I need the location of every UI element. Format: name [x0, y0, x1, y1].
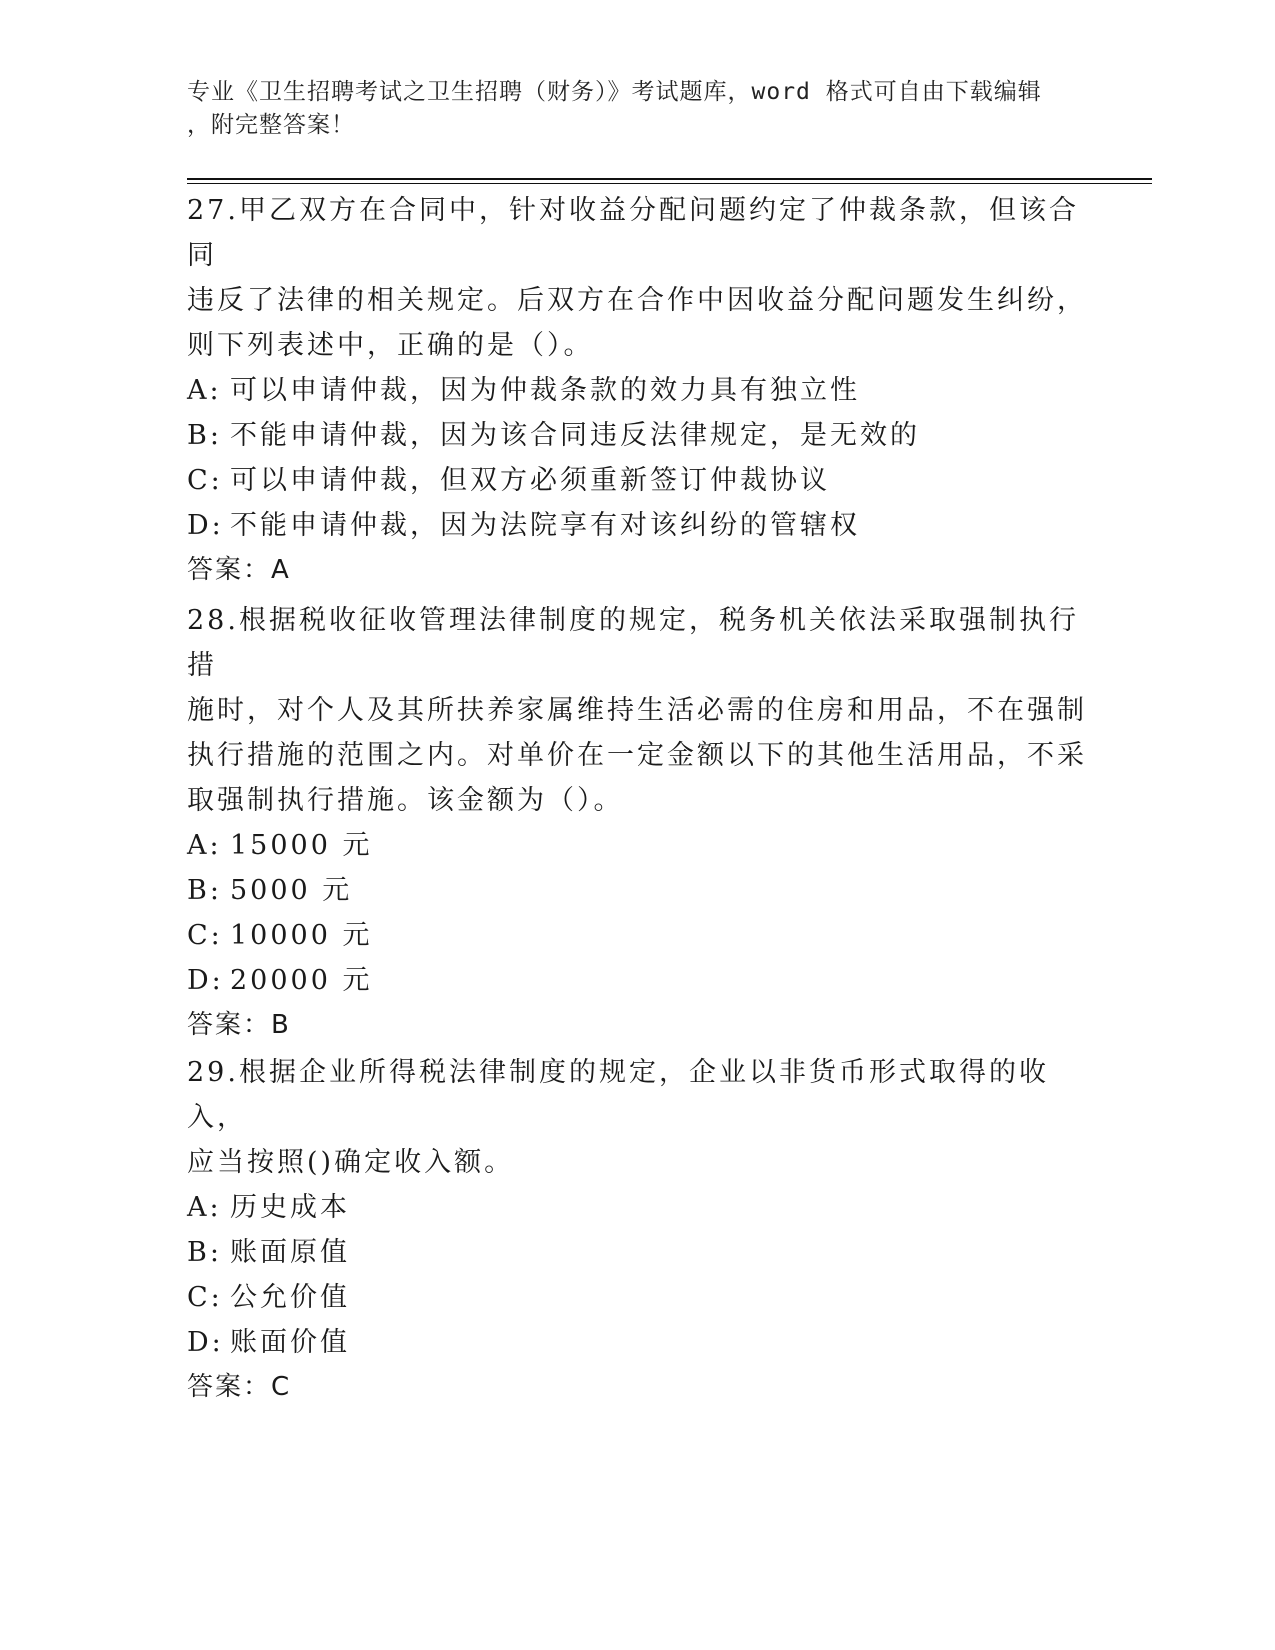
option-key: B: [187, 875, 222, 906]
option-c [187, 1275, 1087, 1320]
option-text: 15000 元 [230, 830, 373, 861]
question-stem-line: 取强制执行措施。该金额为（）。 [187, 785, 624, 816]
option-c [187, 913, 1087, 958]
option-text: 不能申请仲裁，因为该合同违反法律规定，是无效的 [230, 420, 920, 451]
option-text: 可以申请仲裁，但双方必须重新签订仲裁协议 [230, 465, 830, 496]
question-stem-line: 施时，对个人及其所扶养家属维持生活必需的住房和用品，不在强制 [187, 695, 1087, 726]
option-key: C: [187, 1282, 223, 1313]
question-stem-line: 28.根据税收征收管理法律制度的规定，税务机关依法采取强制执行措 [187, 605, 1079, 681]
option-text: 公允价值 [230, 1282, 350, 1313]
question-27 [187, 188, 1087, 593]
question-stem-line: 29.根据企业所得税法律制度的规定，企业以非货币形式取得的收入， [187, 1057, 1049, 1133]
question-stem-line: 应当按照()确定收入额。 [187, 1147, 515, 1178]
option-text: 不能申请仲裁，因为法院享有对该纠纷的管辖权 [230, 510, 860, 541]
option-key: A: [187, 1192, 222, 1223]
header-line-2: ，附完整答案！ [187, 112, 355, 138]
option-key: D: [187, 1327, 224, 1358]
answer-label: 答案：C [187, 1372, 292, 1402]
header-divider-thin [187, 183, 1152, 184]
option-a [187, 823, 1087, 868]
option-key: A: [187, 375, 222, 406]
document-header [187, 76, 1067, 142]
option-key: A: [187, 830, 222, 861]
option-a [187, 1185, 1087, 1230]
option-d [187, 958, 1087, 1003]
option-text: 20000 元 [230, 965, 373, 996]
option-key: D: [187, 510, 224, 541]
option-text: 账面原值 [230, 1237, 350, 1268]
option-d [187, 503, 1087, 548]
option-key: B: [187, 420, 222, 451]
option-key: D: [187, 965, 224, 996]
option-key: C: [187, 465, 223, 496]
option-b [187, 413, 1087, 458]
answer-label: 答案：A [187, 555, 291, 585]
option-text: 10000 元 [230, 920, 373, 951]
question-stem-line: 27.甲乙双方在合同中，针对收益分配问题约定了仲裁条款，但该合同 [187, 195, 1079, 271]
question-stem-line: 执行措施的范围之内。对单价在一定金额以下的其他生活用品，不采 [187, 740, 1087, 771]
option-d [187, 1320, 1087, 1365]
option-key: C: [187, 920, 223, 951]
option-text: 可以申请仲裁，因为仲裁条款的效力具有独立性 [230, 375, 860, 406]
option-c [187, 458, 1087, 503]
question-stem-line: 违反了法律的相关规定。后双方在合作中因收益分配问题发生纠纷， [187, 285, 1087, 316]
option-text: 账面价值 [230, 1327, 350, 1358]
option-b [187, 1230, 1087, 1275]
header-divider-thick [187, 178, 1152, 180]
option-b [187, 868, 1087, 913]
option-a [187, 368, 1087, 413]
option-text: 历史成本 [230, 1192, 350, 1223]
question-29 [187, 1050, 1087, 1410]
question-28 [187, 598, 1087, 1048]
header-line-1: 专业《卫生招聘考试之卫生招聘（财务）》考试题库，word 格式可自由下载编辑 [187, 79, 1042, 105]
answer-label: 答案：B [187, 1010, 291, 1040]
option-key: B: [187, 1237, 222, 1268]
question-stem-line: 则下列表述中，正确的是（）。 [187, 330, 594, 361]
option-text: 5000 元 [230, 875, 353, 906]
